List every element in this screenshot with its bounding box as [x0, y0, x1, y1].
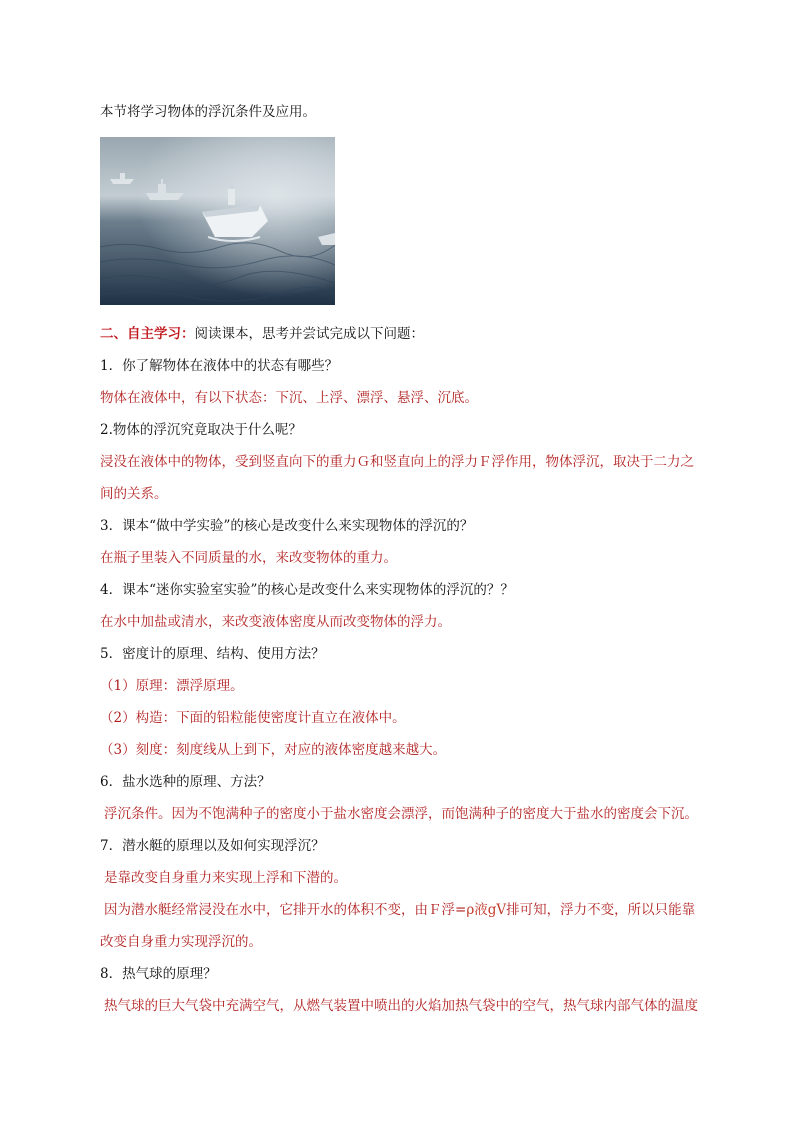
question-6: 6．盐水选种的原理、方法？ — [100, 774, 271, 790]
section-heading: 二、自主学习： — [100, 326, 195, 342]
explanation-text-b: 排可知，浮力不变，所以只能靠 — [506, 902, 696, 918]
fleet-illustration — [100, 137, 335, 305]
question-3: 3．课本“做中学实验”的核心是改变什么来实现物体的浮沉的？ — [100, 518, 474, 534]
question-8: 8．热气球的原理？ — [100, 966, 217, 982]
answer-5-principle: （1）原理：漂浮原理。 — [100, 678, 244, 694]
intro-text: 本节将学习物体的浮沉条件及应用。 — [100, 104, 316, 120]
answer-1: 物体在液体中，有以下状态：下沉、上浮、漂浮、悬浮、沉底。 — [100, 390, 478, 406]
naval-fleet-photo — [100, 137, 335, 305]
section-heading-line — [100, 324, 424, 344]
explanation-text-a: 因为潜水艇经常浸没在水中，它排开水的体积不变，由Ｆ浮= — [104, 902, 467, 918]
answer-7-explanation-line-1 — [104, 900, 695, 920]
question-5: 5．密度计的原理、结构、使用方法？ — [100, 646, 325, 662]
answer-6: 浮沉条件。因为不饱满种子的密度小于盐水密度会漂浮，而饱满种子的密度大于盐水的密度会下沉。 — [104, 806, 698, 822]
question-4: 4．课本“迷你实验室实验”的核心是改变什么来实现物体的浮沉的？？ — [100, 582, 514, 598]
answer-4: 在水中加盐或清水，来改变液体密度从而改变物体的浮力。 — [100, 614, 451, 630]
answer-2-line-1: 浸没在液体中的物体，受到竖直向下的重力Ｇ和竖直向上的浮力Ｆ浮作用，物体浮沉，取决于二力之 — [100, 454, 694, 470]
answer-7-explanation-line-2: 改变自身重力实现浮沉的。 — [100, 934, 262, 950]
answer-8-line-1: 热气球的巨大气袋中充满空气，从燃气装置中喷出的火焰加热气袋中的空气，热气球内部气体的温度 — [104, 998, 698, 1014]
answer-5-scale: （3）刻度：刻度线从上到下，对应的液体密度越来越大。 — [100, 742, 447, 758]
answer-7: 是靠改变自身重力来实现上浮和下潜的。 — [104, 870, 347, 886]
question-7: 7．潜水艇的原理以及如何实现浮沉？ — [100, 838, 325, 854]
answer-2-line-2: 间的关系。 — [100, 486, 168, 502]
section-instruction: 阅读课本，思考并尝试完成以下问题： — [194, 326, 424, 342]
question-2: 2.物体的浮沉究竟取决于什么呢？ — [100, 422, 302, 438]
buoyancy-formula: ρ液gV — [466, 902, 507, 918]
question-1: 1．你了解物体在液体中的状态有哪些？ — [100, 358, 339, 374]
answer-3: 在瓶子里装入不同质量的水，来改变物体的重力。 — [100, 550, 397, 566]
answer-5-structure: （2）构造：下面的铅粒能使密度计直立在液体中。 — [100, 710, 406, 726]
